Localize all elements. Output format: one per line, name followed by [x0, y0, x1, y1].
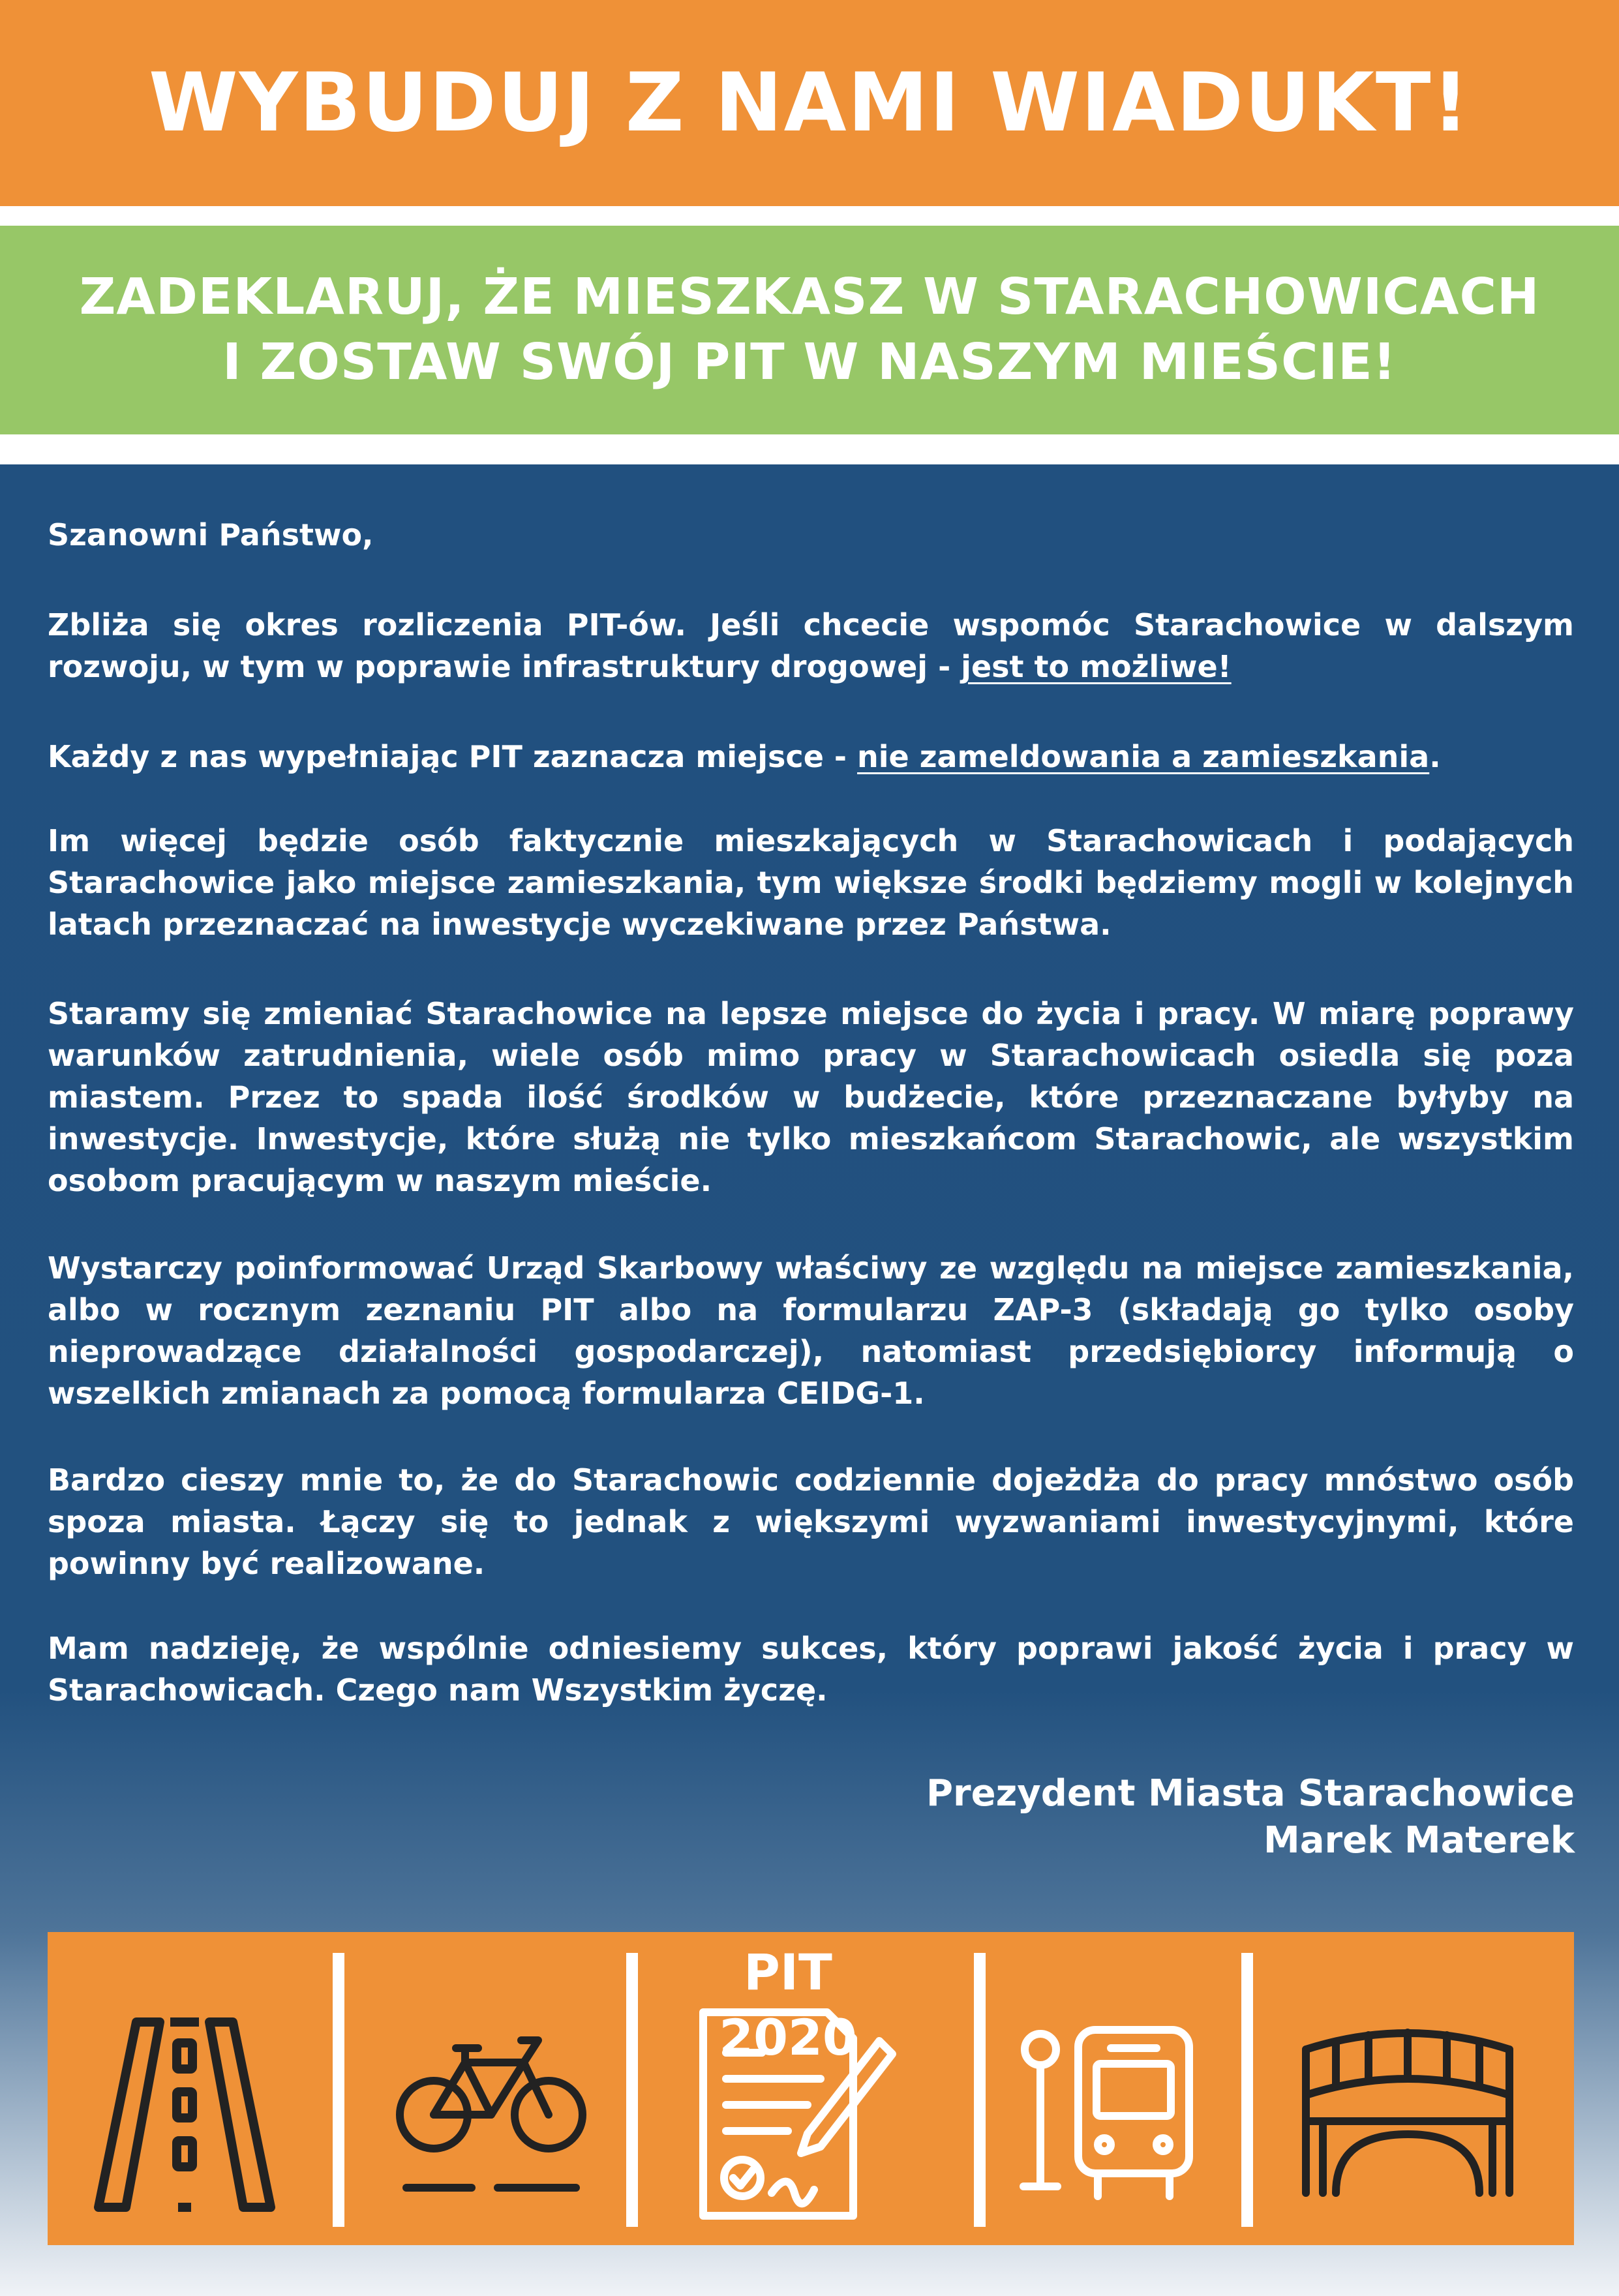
- paragraph-1-text: Zbliża się okres rozliczenia PIT-ów. Jeśli chcecie wspomóc Starachowice w dalszym rozwoju, w tym w poprawie infrastruktury drogowej -: [48, 607, 1574, 684]
- road-icon: [87, 2017, 282, 2213]
- bus-stop-icon: [1013, 2017, 1209, 2213]
- paragraph-3-text: Im więcej będzie osób faktycznie mieszkających w Starachowicach i podających Starachowice jako miejsce zamieszkania, tym większe środki będziemy mogli w kolejnych latach przeznaczać na inwestycje wyczekiwane przez Państwa.: [48, 823, 1574, 942]
- paragraph-6-text: Bardzo cieszy mnie to, że do Starachowic codziennie dojeżdża do pracy mnóstwo osób spoza miasta. Łączy się to jednak z większymi wyzwaniami inwestycyjnymi, które powinny być realizowane.: [48, 1462, 1574, 1581]
- tax-form-icon: [690, 2007, 899, 2222]
- signature-title: Prezydent Miasta Starachowice: [926, 1772, 1575, 1815]
- bicycle-icon: [393, 2017, 589, 2213]
- paragraph-1-underlined: jest to możliwe!: [961, 649, 1232, 684]
- letter-paragraph-2: [48, 736, 1574, 778]
- paragraph-2-underlined: nie zameldowania a zamieszkania: [857, 739, 1430, 774]
- letter-paragraph-1: [48, 604, 1574, 687]
- paragraph-7-text: Mam nadzieję, że wspólnie odniesiemy sukces, który poprawi jakość życia i pracy w Starachowicach. Czego nam Wszystkim życzę.: [48, 1631, 1574, 1708]
- pit-label: PIT 2020: [719, 1943, 857, 2066]
- letter-paragraph-7: [48, 1627, 1574, 1711]
- title-banner: [0, 0, 1619, 206]
- subtitle-banner: [0, 226, 1619, 434]
- paragraph-2-text: Każdy z nas wypełniając PIT zaznacza miejsce -: [48, 739, 858, 774]
- letter-paragraph-5: [48, 1247, 1574, 1414]
- signature: [926, 1770, 1575, 1864]
- paragraph-2-end: .: [1429, 739, 1441, 774]
- icon-divider: [974, 1953, 986, 2227]
- subtitle-line-2: I ZOSTAW SWÓJ PIT W NASZYM MIEŚCIE!: [222, 333, 1397, 391]
- page-title: WYBUDUJ Z NAMI WIADUKT!: [149, 56, 1470, 150]
- icon-divider: [626, 1953, 638, 2227]
- letter-paragraph-4: [48, 993, 1574, 1201]
- signature-name: Marek Materek: [1263, 1819, 1575, 1862]
- letter-greeting: [48, 514, 1574, 556]
- icon-bar: [48, 1932, 1574, 2245]
- letter-paragraph-3: [48, 820, 1574, 945]
- subtitle-line-1: ZADEKLARUJ, ŻE MIESZKASZ W STARACHOWICACH: [79, 268, 1540, 326]
- paragraph-4-text: Staramy się zmieniać Starachowice na lepsze miejsce do życia i pracy. W miarę poprawy warunków zatrudnienia, wiele osób mimo pracy w Starachowicach osiedla się poza miastem. Przez to spada ilość środków w budżecie, które przeznaczane byłyby na inwestycje. Inwestycje, które służą nie tylko mieszkańcom Starachowic, ale wszystkim osobom pracującym w naszym mieście.: [48, 996, 1574, 1198]
- greeting-text: Szanowni Państwo,: [48, 517, 374, 552]
- icon-divider: [333, 1953, 344, 2227]
- bridge-icon: [1297, 2023, 1519, 2206]
- icon-divider: [1241, 1953, 1253, 2227]
- paragraph-5-text: Wystarczy poinformować Urząd Skarbowy właściwy ze względu na miejsce zamieszkania, albo w rocznym zeznaniu PIT albo na formularzu ZAP-3 (składają go tylko osoby nieprowadzące działalności gospodarczej), natomiast przedsiębiorcy informują o wszelkich zmianach za pomocą formularza CEIDG-1.: [48, 1250, 1574, 1411]
- letter-paragraph-6: [48, 1459, 1574, 1584]
